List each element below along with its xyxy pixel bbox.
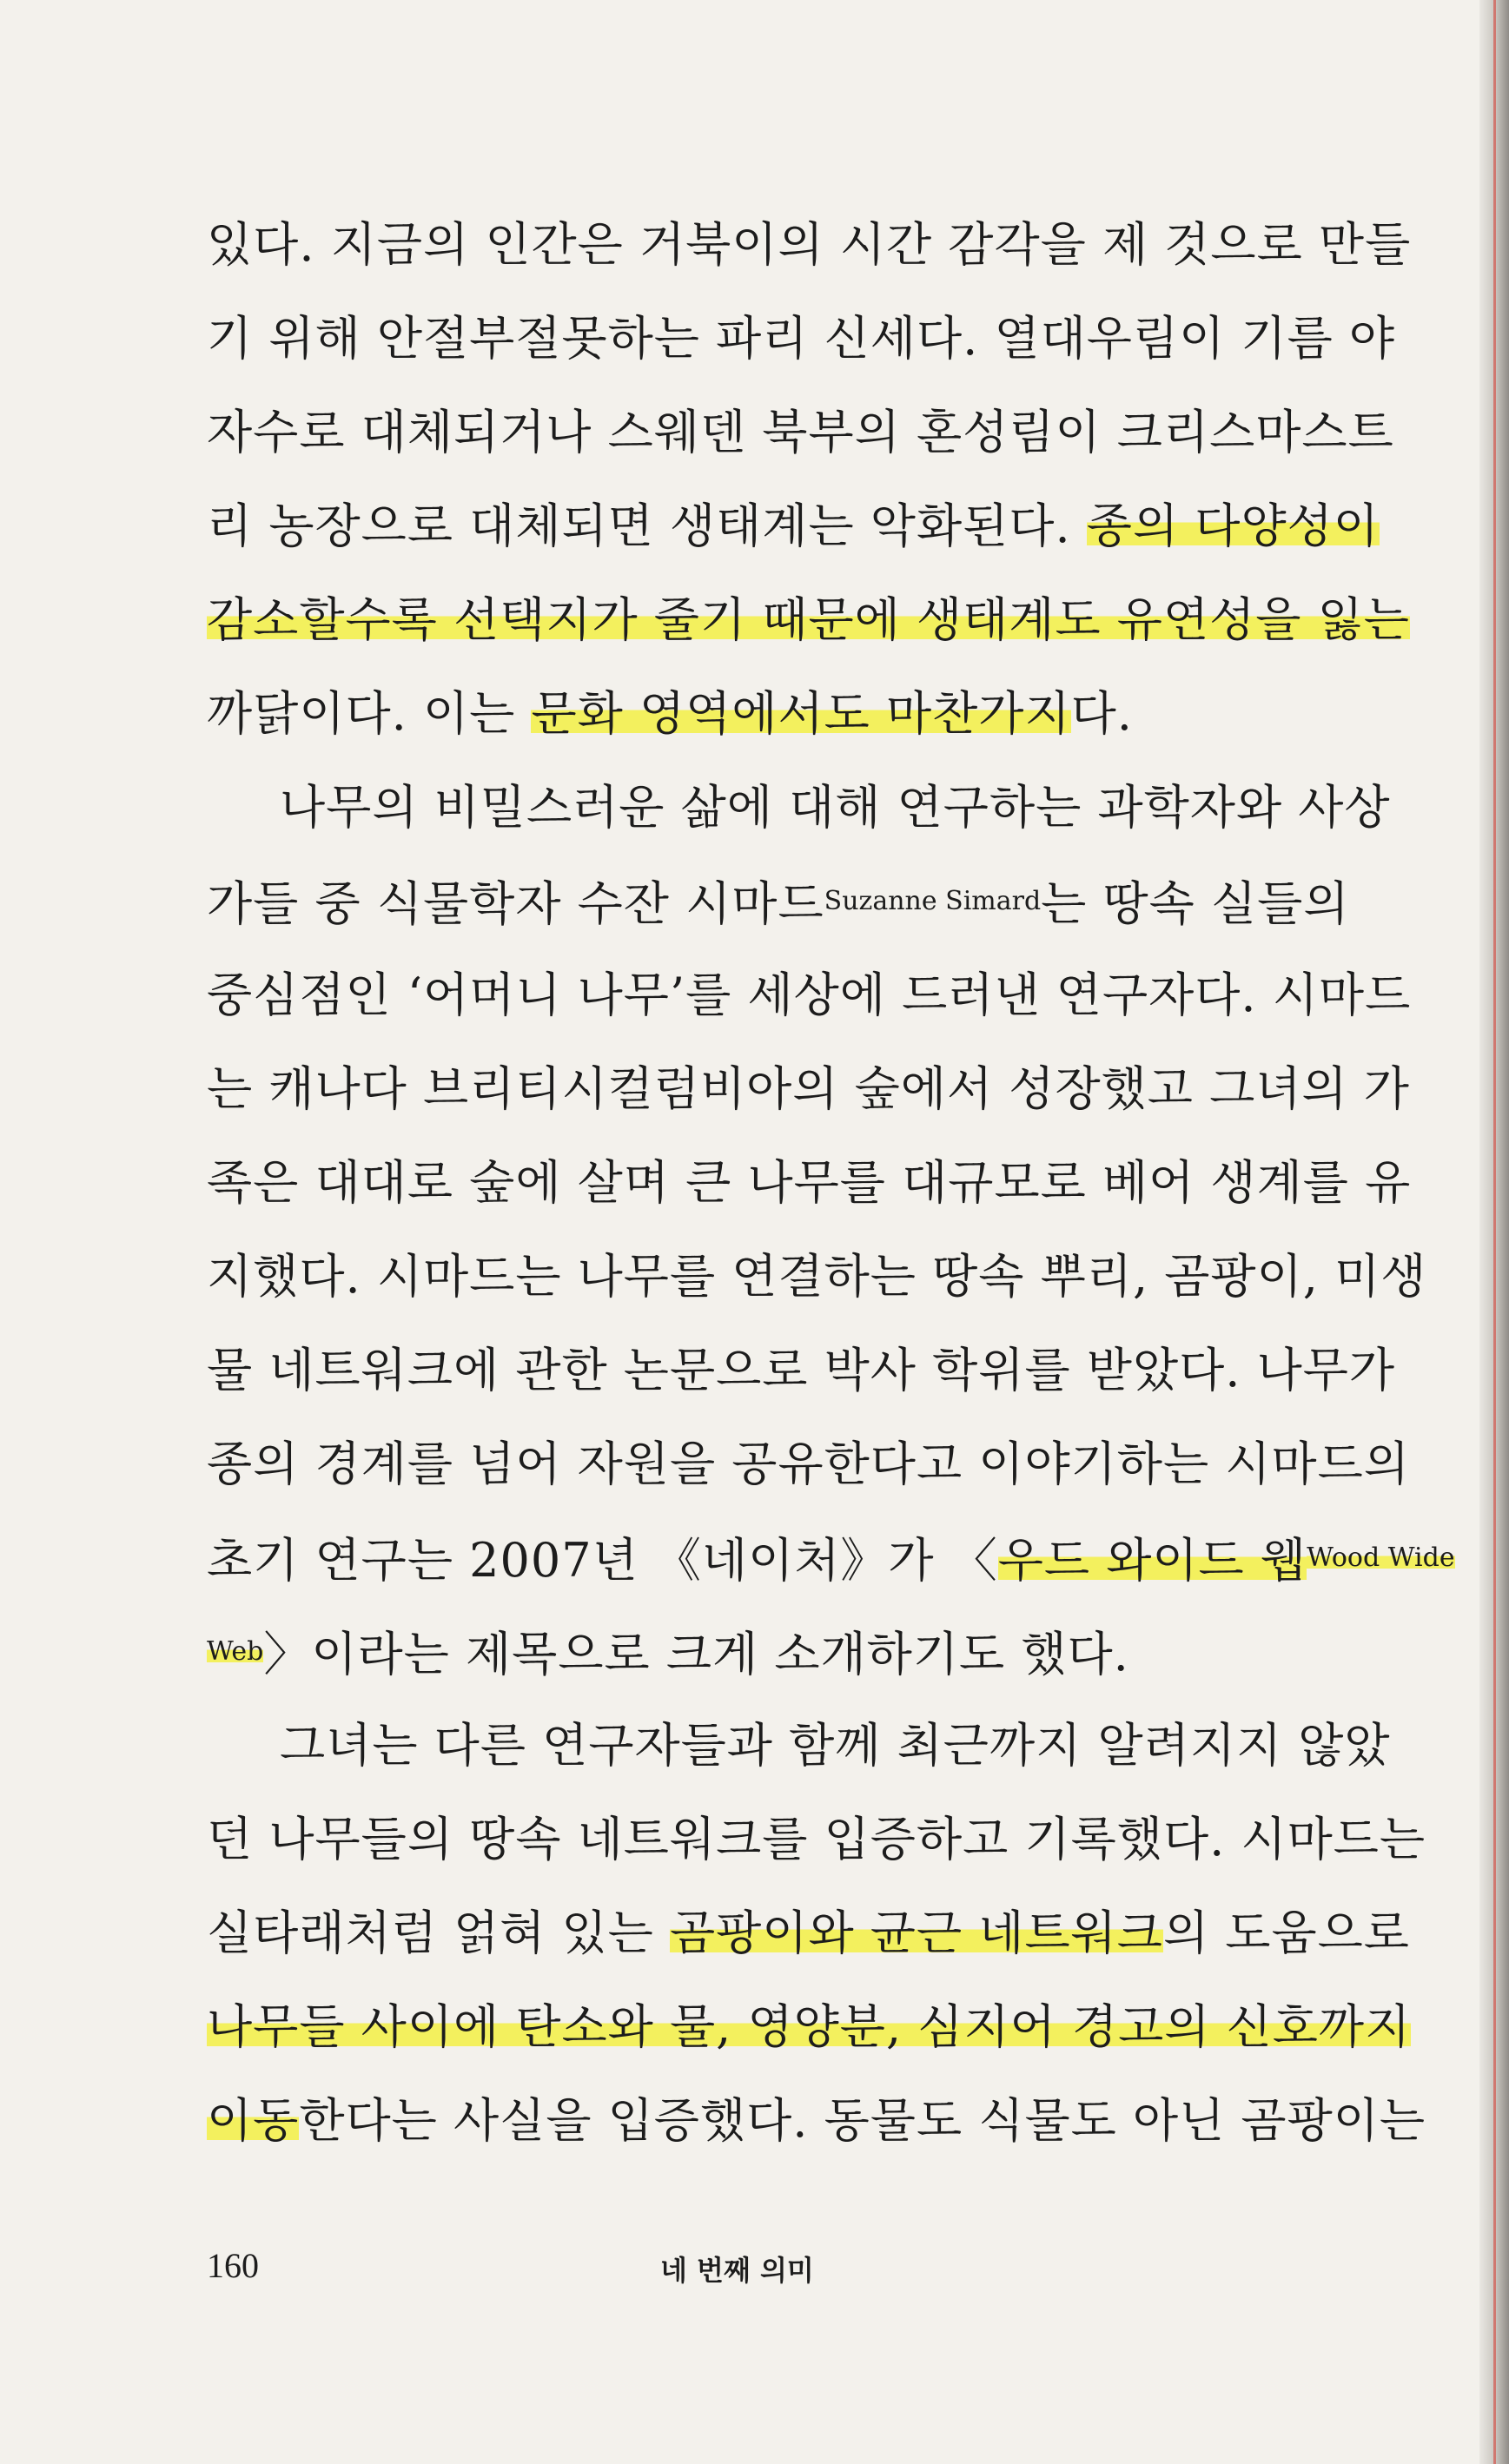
text-segment: 리 농장으로 대체되면 생태계는 악화된다. <box>207 499 1087 553</box>
text-segment: 초기 연구는 2007년 《네이처》가 〈 <box>207 1533 998 1588</box>
text-line <box>207 1230 1427 1324</box>
text-line <box>207 1605 1310 1699</box>
text-line <box>207 573 1410 667</box>
running-head: 네 번째 의미 <box>660 2254 814 2287</box>
text-line <box>207 1699 1391 1793</box>
text-segment: 그녀는 다른 연구자들과 함께 최근까지 알려지지 않았 <box>280 1718 1391 1773</box>
text-segment: 중심점인 ‘어머니 나무’를 세상에 드러낸 연구자다. 시마드 <box>207 968 1412 1022</box>
text-segment: 자수로 대체되거나 스웨덴 북부의 혼성림이 크리스마스트 <box>207 405 1394 459</box>
highlighted-text: Wood Wide <box>1307 1542 1455 1573</box>
text-segment: 가들 중 식물학자 수잔 시마드 <box>207 876 824 931</box>
text-line <box>207 1511 1455 1605</box>
text-segment: 까닭이다. 이는 <box>207 686 532 741</box>
text-line <box>207 1042 1410 1136</box>
highlighted-text: 감소할수록 선택지가 줄기 때문에 생태계도 유연성을 잃는 <box>207 592 1410 647</box>
text-segment: 실타래처럼 얽혀 있는 <box>207 1906 670 1960</box>
text-segment: 나무의 비밀스러운 삶에 대해 연구하는 과학자와 사상 <box>280 780 1391 835</box>
highlighted-text: 문화 영역에서도 마찬가지 <box>531 686 1071 741</box>
text-line <box>207 1886 1410 1980</box>
highlighted-text: 우드 와이드 웹 <box>997 1533 1307 1588</box>
text-segment: 지했다. 시마드는 나무를 연결하는 땅속 뿌리, 곰팡이, 미생 <box>207 1249 1427 1304</box>
text-line <box>207 948 1412 1042</box>
text-segment: 의 도움으로 <box>1162 1906 1410 1960</box>
text-segment: 는 땅속 실들의 <box>1041 876 1350 931</box>
text-segment: 기 위해 안절부절못하는 파리 신세다. 열대우림이 기름 야 <box>207 311 1396 366</box>
text-line <box>207 198 1412 292</box>
text-line <box>207 855 1350 948</box>
text-segment: 는 캐나다 브리티시컬럼비아의 숲에서 성장했고 그녀의 가 <box>207 1061 1410 1116</box>
text-line <box>207 761 1391 855</box>
page-edge <box>1479 0 1509 2464</box>
text-line <box>207 667 1310 761</box>
highlighted-text: Web <box>207 1636 264 1667</box>
highlighted-text: 이동 <box>207 2093 300 2148</box>
text-segment: 물 네트워크에 관한 논문으로 박사 학위를 받았다. 나무가 <box>207 1343 1396 1397</box>
text-segment: 던 나무들의 땅속 네트워크를 입증하고 기록했다. 시마드는 <box>207 1812 1426 1866</box>
text-segment: 한다는 사실을 입증했다. 동물도 식물도 아닌 곰팡이는 <box>299 2093 1426 2148</box>
text-line <box>207 386 1394 479</box>
text-line <box>207 2074 1426 2168</box>
text-line <box>207 1324 1396 1417</box>
text-line <box>207 1417 1410 1511</box>
highlighted-text: 곰팡이와 균근 네트워크 <box>669 1906 1163 1960</box>
body-text <box>207 198 1455 2168</box>
page-number: 160 <box>207 2246 259 2285</box>
text-segment: 〉이라는 제목으로 크게 소개하기도 했다. <box>263 1627 1129 1681</box>
text-segment: 종의 경계를 넘어 자원을 공유한다고 이야기하는 시마드의 <box>207 1437 1410 1491</box>
highlighted-text: 종의 다양성이 <box>1086 499 1380 553</box>
text-line <box>207 292 1396 386</box>
text-line <box>207 1793 1426 1886</box>
text-line <box>207 479 1380 573</box>
text-line <box>207 1980 1412 2074</box>
highlighted-text: 나무들 사이에 탄소와 물, 영양분, 심지어 경고의 신호까지 <box>207 1999 1412 2054</box>
romanized-term: Suzanne Simard <box>824 886 1042 916</box>
text-segment: 다. <box>1070 686 1133 741</box>
text-line <box>207 1136 1412 1230</box>
text-segment: 있다. 지금의 인간은 거북이의 시간 감각을 제 것으로 만들 <box>207 217 1412 272</box>
text-segment: 족은 대대로 숲에 살며 큰 나무를 대규모로 베어 생계를 유 <box>207 1155 1412 1210</box>
